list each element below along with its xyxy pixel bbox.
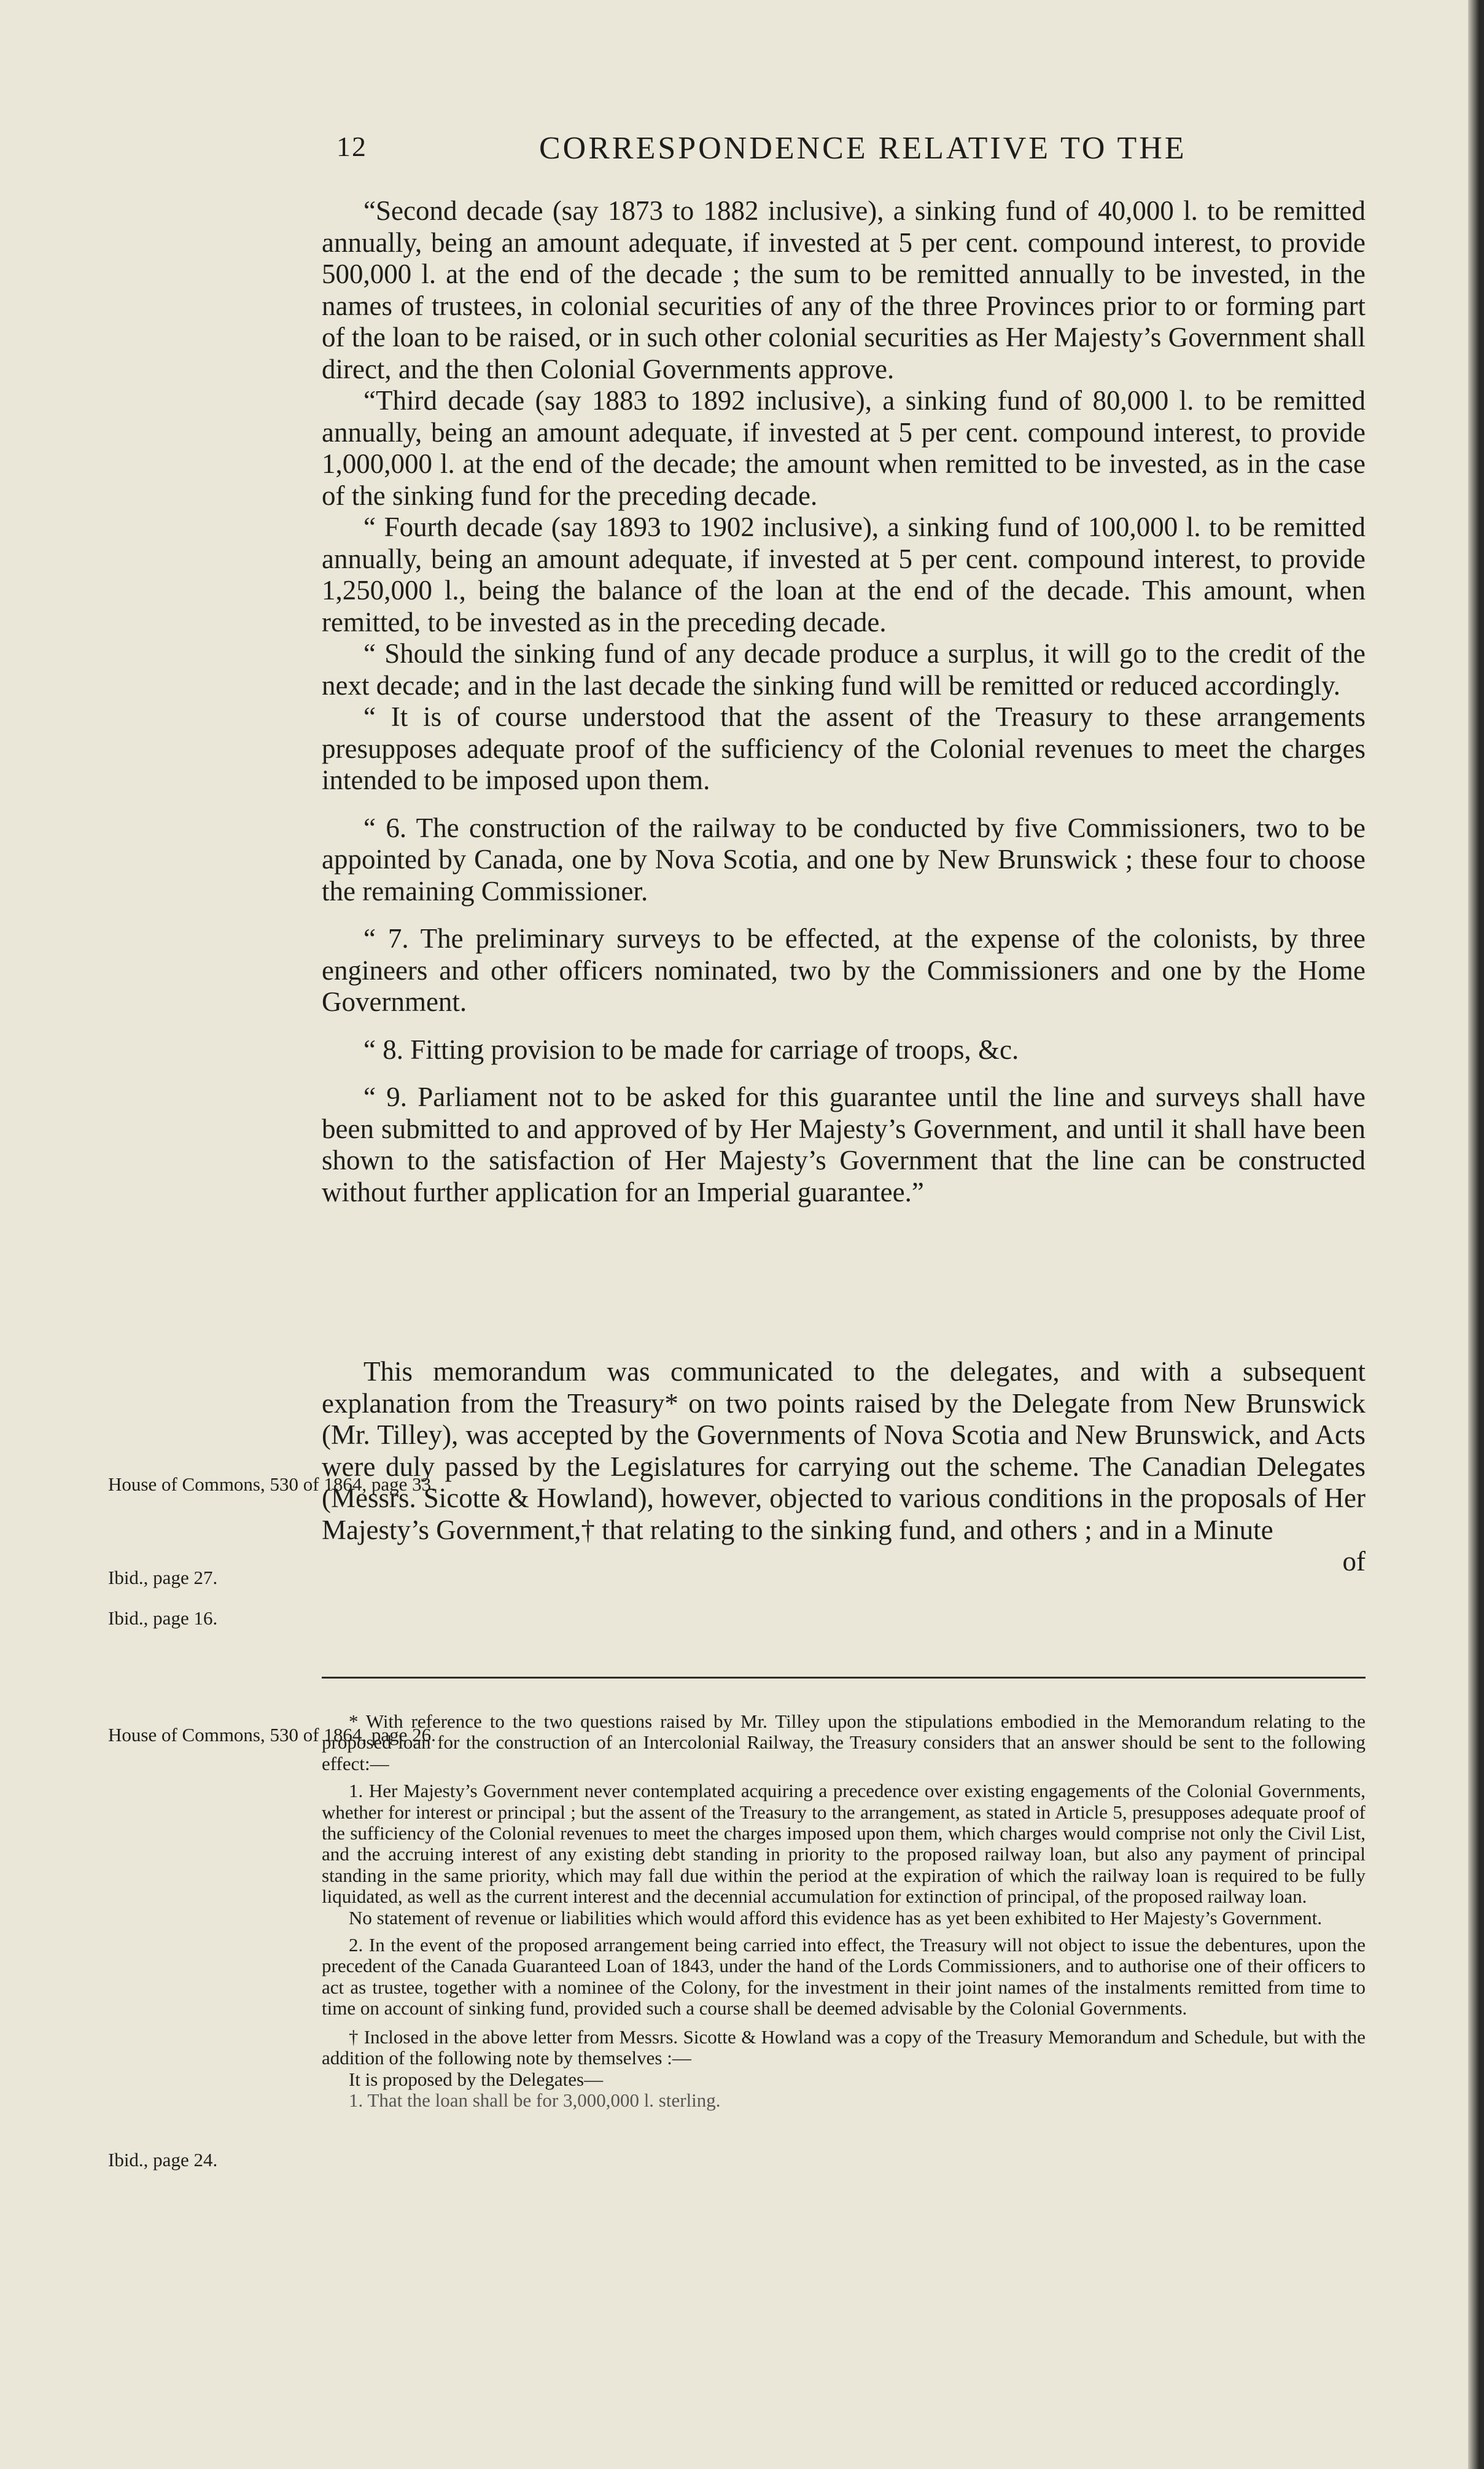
margin-note-ibid-16: Ibid., page 16. [108, 1607, 218, 1629]
footnote-dagger: † Inclosed in the above letter from Messrs. Sicotte & Howland was a copy of the Treasury Memorandum and Schedule, but with the addition of the following note by themselves :— [322, 2026, 1366, 2069]
page-header [336, 130, 1366, 173]
paragraph-item-8: “ 8. Fitting provision to be made for carriage of troops, &c. [363, 1034, 1019, 1065]
footnote-rule [322, 1677, 1366, 1679]
paragraph-item-7: “ 7. The preliminary surveys to be effected, at the expense of the colonists, by three engineers and other officers nominated, two by the Commissioners and one by the Home Government. [322, 923, 1366, 1017]
margin-note-commons-33: House of Commons, 530 of 1864, page 33. [108, 1473, 436, 1495]
paragraph-item-9: “ 9. Parliament not to be asked for this guarantee until the line and surveys shall have been submitted to and approved of by Her Majesty’s Government, and until it shall have been shown to the satisfaction of Her Majesty’s Government that the line can be constructed without further application for an Imperial guarantee.” [322, 1082, 1366, 1207]
margin-note-ibid-27: Ibid., page 27. [108, 1567, 218, 1588]
footnote-asterisk: * With reference to the two questions raised by Mr. Tilley upon the stipulations embodied in the Memorandum relating to the proposed loan for the construction of an Intercolonial Railway, the Treasury considers that an answer should be sent to the following effect:— [322, 1710, 1366, 1774]
footnote-loan-amount: 1. That the loan shall be for 3,000,000 l. sterling. [349, 2089, 721, 2111]
body-upper [322, 195, 1366, 1208]
paragraph-second-decade: “Second decade (say 1873 to 1882 inclusive), a sinking fund of 40,000 l. to be remitted annually, being an amount adequate, if invested at 5 per cent. compound interest, to provide 500,000 l. at the end of the decade ; the sum to be remitted annually to be invested, in the names of trustees, in colonial securities of any of the three Provinces prior to or forming part of the loan to be raised, or in such other colonial securities as Her Majesty’s Government shall direct, and the then Colonial Governments approve. [322, 195, 1366, 384]
paragraph-memorandum: This memorandum was communicated to the delegates, and with a subsequent explanation from the Treasury* on two points raised by the Delegate from New Brunswick (Mr. Tilley), was accepted by the Governments of Nova Scotia and New Brunswick, and Acts were duly passed by the Legislatures for carrying out the scheme. The Canadian Delegates (Messrs. Sicotte & Howland), however, objected to various conditions in the proposals of Her Majesty’s Government,† that relating to the sinking fund, and others ; and in a Minute [322, 1356, 1366, 1545]
page-number: 12 [336, 131, 367, 162]
running-title: CORRESPONDENCE RELATIVE TO THE [539, 131, 1187, 166]
footnote-no-statement: No statement of revenue or liabilities which would afford this evidence has as yet been exhibited to Her Majesty’s Government. [349, 1906, 1323, 1929]
paragraph-surplus: “ Should the sinking fund of any decade produce a surplus, it will go to the credit of the next decade; and in the last decade the sinking fund will be remitted or reduced accordingly. [322, 638, 1366, 701]
footnote-proposed: It is proposed by the Delegates— [349, 2068, 604, 2090]
paragraph-assent: “ It is of course understood that the assent of the Treasury to these arrangements presupposes adequate proof of the sufficiency of the Colonial revenues to meet the charges intended to be imposed upon them. [322, 701, 1366, 795]
body-lower [322, 1356, 1366, 1578]
footnote-item-2: 2. In the event of the proposed arrangement being carried into effect, the Treasury will not object to issue the debentures, upon the precedent of the Canada Guaranteed Loan of 1843, under the hand of the Lords Commissioners, and to authorise one of their officers to act as trustee, together with a nominee of the Colony, for the investment in their joint names of the instalments remitted from time to time on account of sinking fund, provided such a course shall be deemed advisable by the Colonial Governments. [322, 1934, 1366, 2019]
page-edge-shadow [1468, 0, 1484, 2469]
footnote-item-1: 1. Her Majesty’s Government never contemplated acquiring a precedence over existing engagements of the Colonial Governments, whether for interest or principal ; but the assent of the Treasury to the arrangement, as stated in Article 5, presupposes adequate proof of the sufficiency of the Colonial revenues to meet the charges imposed upon them, which charges would comprise not only the Civil List, and the accruing interest of any existing debt standing in priority to the proposed railway loan, but also any payment of principal standing in the same priority, which may fall due within the period at the expiration of which the railway loan is required to be fully liquidated, as well as the current interest and the decennial accumulation for extinction of principal, of the proposed railway loan. [322, 1780, 1366, 1908]
footnotes [322, 1711, 1366, 2111]
catchword: of [1342, 1546, 1366, 1577]
paragraph-fourth-decade: “ Fourth decade (say 1893 to 1902 inclusive), a sinking fund of 100,000 l. to be remitted annually, being an amount adequate, if invested at 5 per cent. compound interest, to provide 1,250,000 l., being the balance of the loan at the end of the decade. This amount, when remitted, to be invested as in the preceding decade. [322, 512, 1366, 638]
paragraph-item-6: “ 6. The construction of the railway to be conducted by five Commissioners, two to be appointed by Canada, one by Nova Scotia, and one by New Brunswick ; these four to choose the remaining Commissioner. [322, 812, 1366, 907]
margin-note-commons-26: House of Commons, 530 of 1864, page 26. [108, 1724, 436, 1745]
margin-note-ibid-24: Ibid., page 24. [108, 2149, 218, 2171]
paragraph-third-decade: “Third decade (say 1883 to 1892 inclusive), a sinking fund of 80,000 l. to be remitted annually, being an amount adequate, if invested at 5 per cent. compound interest, to provide 1,000,000 l. at the end of the decade; the amount when remitted to be invested, as in the case of the sinking fund for the preceding decade. [322, 385, 1366, 511]
